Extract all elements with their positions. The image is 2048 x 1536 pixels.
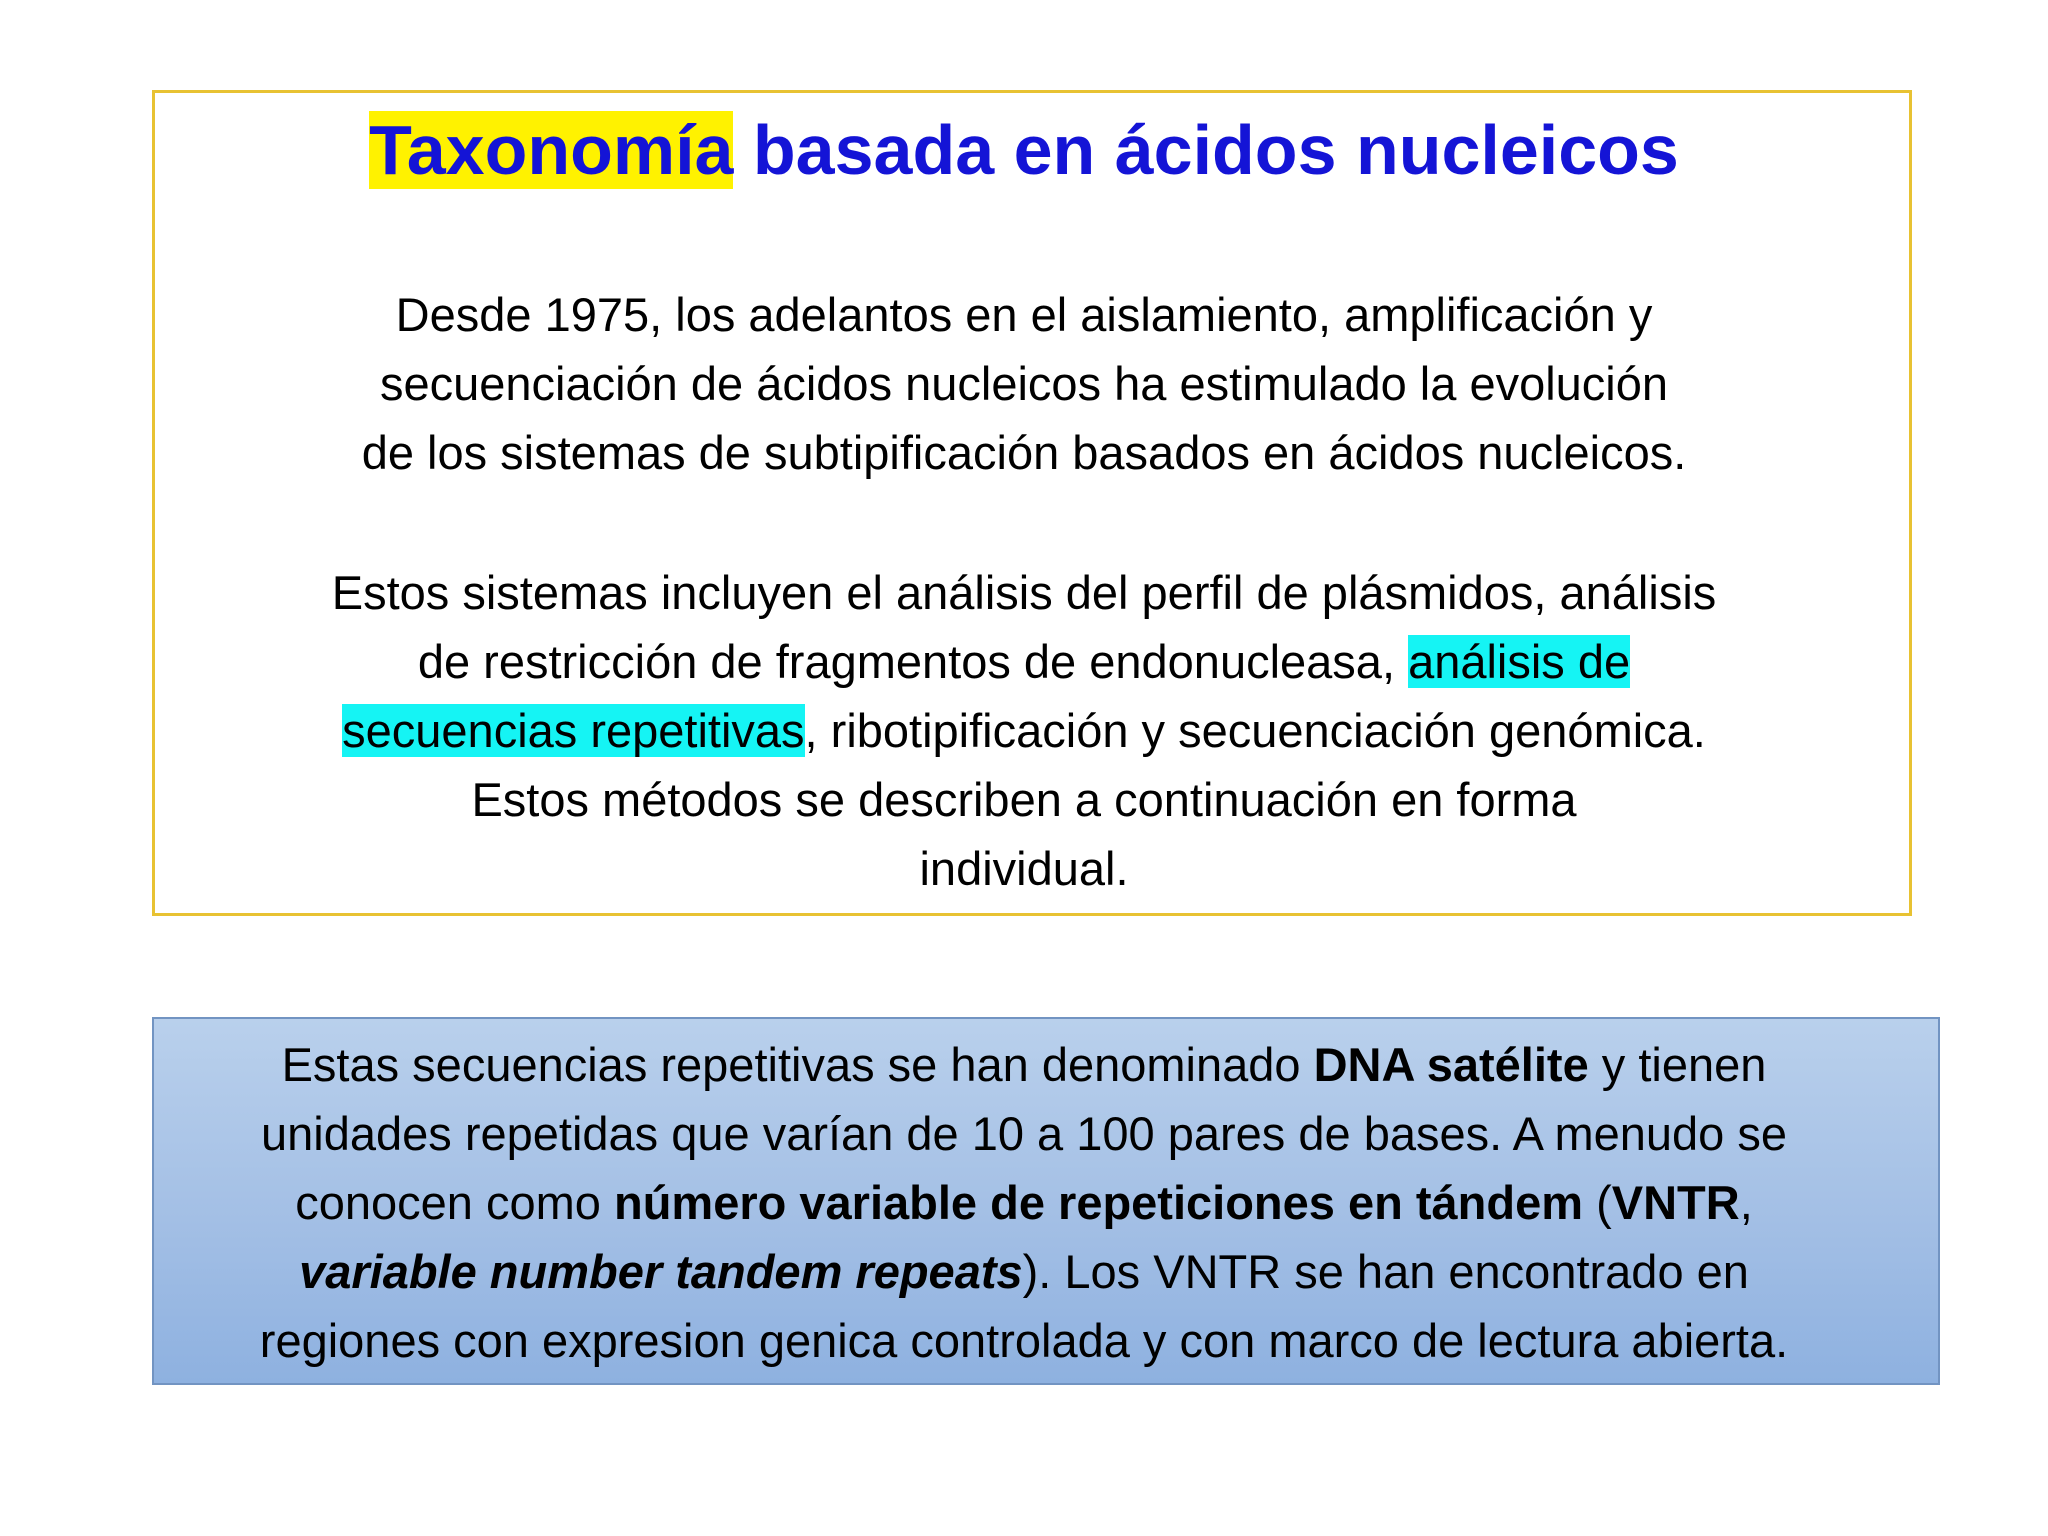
note-line-3-b: ( [1583, 1176, 1612, 1229]
dna-satellite-term: DNA satélite [1313, 1038, 1589, 1091]
note-line-3-c: , [1739, 1176, 1753, 1229]
vntr-acronym: VNTR [1611, 1176, 1740, 1229]
note-line-1 [0, 1030, 2048, 1099]
repetitive-sequences-highlight-a: análisis de [1408, 635, 1631, 688]
note-line-4 [0, 1237, 2048, 1306]
repetitive-sequences-highlight-b: secuencias repetitivas [342, 704, 805, 757]
note-line-3 [0, 1168, 2048, 1237]
intro-line-2: secuenciación de ácidos nucleicos ha estimulado la evolución [379, 357, 1669, 410]
note-line-5: regiones con expresion genica controlada y con marco de lectura abierta. [259, 1314, 1789, 1367]
note-line-1-b: y tienen [1588, 1038, 1767, 1091]
methods-line-5: individual. [919, 842, 1129, 895]
title-highlight: Taxonomía [369, 111, 734, 189]
methods-line-2-text: de restricción de fragmentos de endonucleasa, [417, 635, 1409, 688]
intro-paragraph [0, 280, 2048, 487]
vntr-note-text [0, 1030, 2048, 1375]
note-line-3-a: conocen como [295, 1176, 614, 1229]
intro-line-1: Desde 1975, los adelantos en el aislamiento, amplificación y [395, 288, 1653, 341]
vntr-spanish-term: número variable de repeticiones en tándem [613, 1176, 1584, 1229]
vntr-english-term: variable number tandem repeats [299, 1245, 1023, 1298]
methods-line-3 [0, 696, 2048, 765]
title-rest: basada en ácidos nucleicos [733, 111, 1679, 189]
slide-title [0, 100, 2048, 200]
methods-paragraph [0, 558, 2048, 903]
note-line-4-rest: ). Los VNTR se han encontrado en [1022, 1245, 1749, 1298]
methods-line-4: Estos métodos se describen a continuación en forma [471, 773, 1577, 826]
intro-line-3: de los sistemas de subtipificación basados en ácidos nucleicos. [361, 426, 1687, 479]
methods-line-2 [0, 627, 2048, 696]
methods-line-1: Estos sistemas incluyen el análisis del perfil de plásmidos, análisis [331, 566, 1717, 619]
note-line-1-a: Estas secuencias repetitivas se han denominado [281, 1038, 1314, 1091]
methods-line-3-text: , ribotipificación y secuenciación genómica. [804, 704, 1706, 757]
note-line-2: unidades repetidas que varían de 10 a 100 pares de bases. A menudo se [260, 1107, 1787, 1160]
